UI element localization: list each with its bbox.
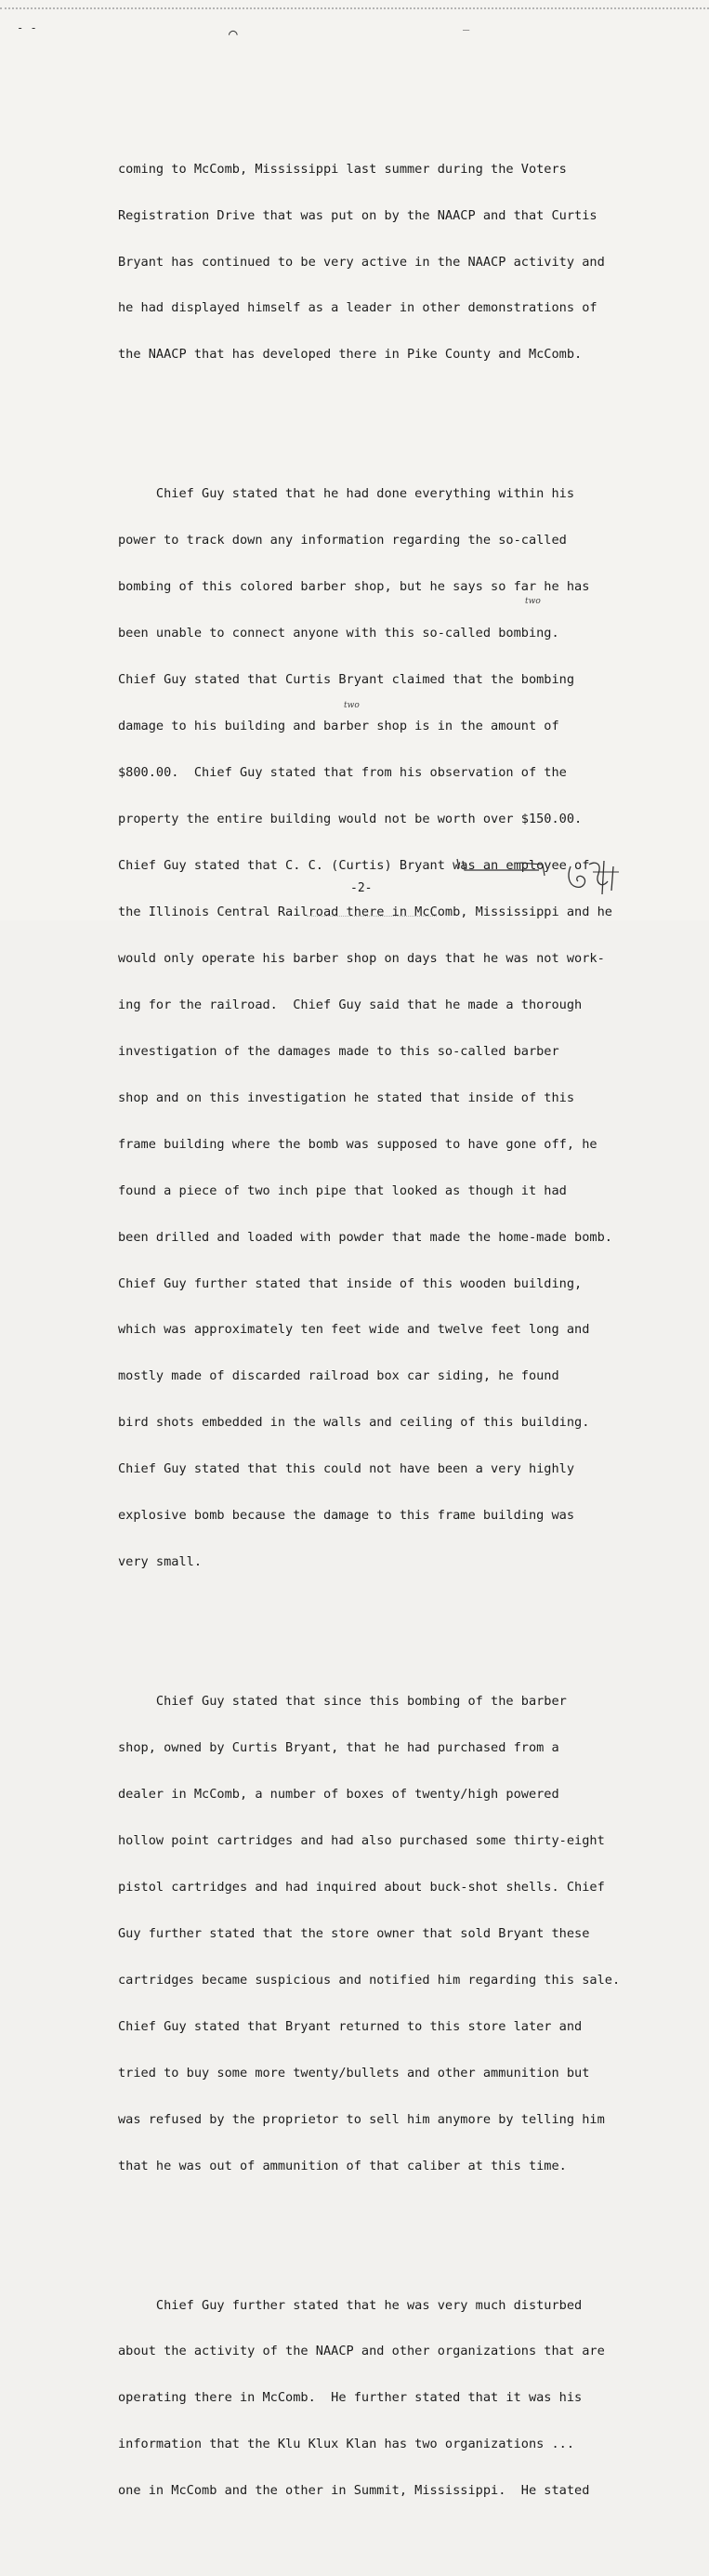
text-line: found a piece of two inch pipe that looked as though it had [118, 1182, 567, 1198]
text-line: about the activity of the NAACP and other organizations that are [118, 2344, 605, 2359]
text-line: Chief Guy further stated that inside of this wooden building, [118, 1275, 583, 1291]
paragraph-4 [118, 2266, 685, 2530]
handwritten-insertion-two: two [525, 597, 541, 606]
text-line: explosive bomb because the damage to this frame building was [118, 1508, 575, 1524]
text-line: hollow point cartridges and had also purchased some thirty-eight [118, 1832, 605, 1848]
top-scan-edge [0, 0, 709, 9]
page-number: -2- [350, 881, 373, 895]
handwritten-initials-signature [453, 853, 639, 900]
text-line: power to track down any information regarding the so-called [118, 533, 567, 548]
text-line: the Illinois Central Railroad there in McComb, Mississippi and he [118, 904, 612, 919]
scan-mark-dash: ‾ [463, 29, 470, 42]
text-line: mostly made of discarded railroad box car siding, he found [118, 1368, 559, 1384]
text-line: which was approximately ten feet wide and twelve feet long and [118, 1322, 590, 1338]
typed-body-text [118, 99, 685, 2576]
text-line: would only operate his barber shop on days that he was not work- [118, 950, 605, 966]
text-line: he had displayed himself as a leader in other demonstrations of [118, 300, 597, 316]
text-line: one in McComb and the other in Summit, Mississippi. He stated [118, 2483, 590, 2499]
text-line: Chief Guy stated that Curtis Bryant claimed that the bombing [118, 672, 575, 688]
paragraph-1 [118, 130, 685, 393]
text-line: Chief Guy stated that this could not have been a very highly [118, 1461, 575, 1477]
paragraph-3 [118, 1663, 685, 2205]
text-line: $800.00. Chief Guy stated that from his observation of the [118, 765, 567, 781]
text-line: dealer in McComb, a number of boxes of twenty/high powered [118, 1787, 559, 1803]
text-line: been unable to connect anyone with this so-called bombing. [118, 626, 559, 641]
handwritten-insertion-two-second: two [344, 701, 360, 710]
text-line: that he was out of ammunition of that caliber at this time. [118, 2158, 567, 2173]
text-line: Chief Guy further stated that he was very much disturbed [118, 2297, 583, 2313]
text-line: ing for the railroad. Chief Guy said that he made a thorough [118, 997, 583, 1012]
text-line: Chief Guy stated that C. C. (Curtis) Bryant was an employee of [118, 857, 590, 873]
text-line: the NAACP that has developed there in Pike County and McComb. [118, 347, 583, 363]
bottom-scan-edge [307, 916, 437, 918]
text-line: damage to his building and barber shop is in the amount of [118, 719, 559, 734]
text-line: operating there in McComb. He further stated that it was his [118, 2390, 583, 2406]
text-line: shop, owned by Curtis Bryant, that he had purchased from a [118, 1740, 559, 1756]
text-line: cartridges became suspicious and notified him regarding this sale. [118, 1972, 621, 1988]
text-line: investigation of the damages made to this so-called barber [118, 1043, 559, 1059]
text-line: property the entire building would not be worth over $150.00. [118, 811, 583, 826]
text-line: very small. [118, 1554, 203, 1570]
text-line: tried to buy some more twenty/bullets and other ammunition but [118, 2065, 590, 2081]
text-line: coming to McComb, Mississippi last summer during the Voters [118, 161, 567, 177]
text-line: Registration Drive that was put on by the NAACP and that Curtis [118, 207, 597, 223]
text-line: was refused by the proprietor to sell him anymore by telling him [118, 2111, 605, 2127]
text-line: Bryant has continued to be very active in the NAACP activity and [118, 254, 605, 270]
scan-mark-arc: ⌒ [229, 24, 238, 42]
text-line: bird shots embedded in the walls and ceiling of this building. [118, 1415, 590, 1431]
text-line: Chief Guy stated that he had done everything within his [118, 486, 575, 502]
text-line: bombing of this colored barber shop, but he says so far he has [118, 579, 590, 595]
paragraph-2 [118, 456, 685, 1601]
text-line: frame building where the bomb was supposed to have gone off, he [118, 1136, 597, 1152]
text-line: pistol cartridges and had inquired about buck-shot shells. Chief [118, 1879, 605, 1895]
text-line: Chief Guy stated that since this bombing of the barber [118, 1694, 567, 1710]
text-line: Chief Guy stated that Bryant returned to this store later and [118, 2018, 583, 2034]
text-line: Guy further stated that the store owner that sold Bryant these [118, 1925, 590, 1941]
text-line: been drilled and loaded with powder that made the home-made bomb. [118, 1229, 612, 1245]
text-line: shop and on this investigation he stated that inside of this [118, 1090, 575, 1105]
scan-specks: - - [17, 21, 37, 34]
text-line: information that the Klu Klux Klan has two organizations ... [118, 2437, 575, 2452]
